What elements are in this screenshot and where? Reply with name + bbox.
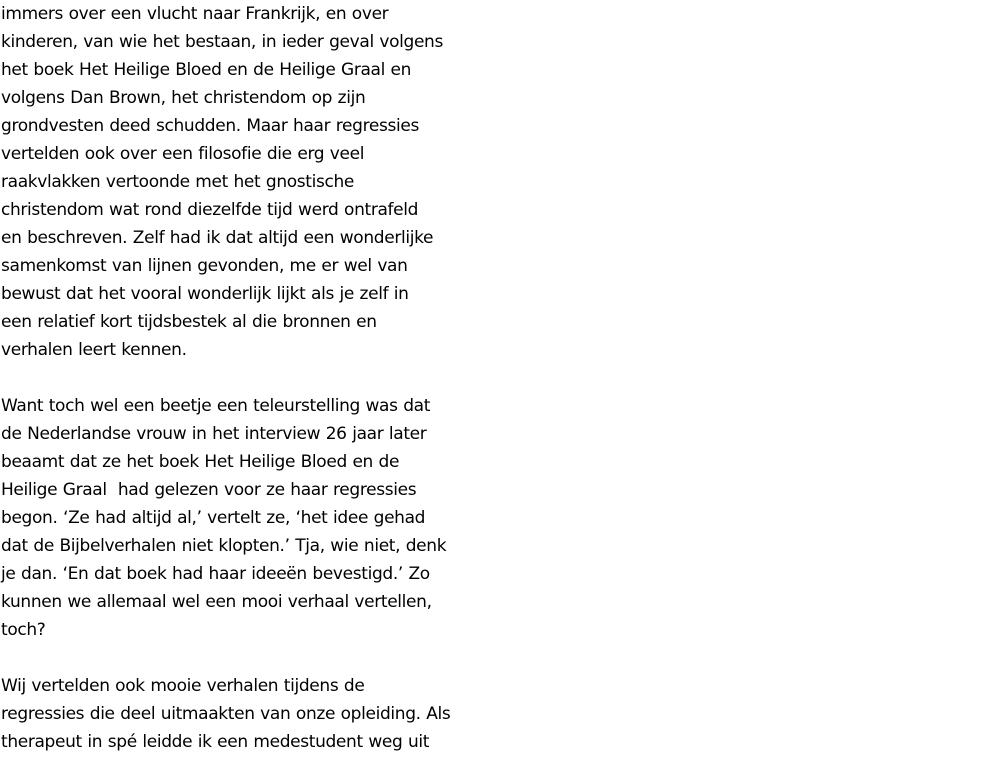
text-line: verhalen leert kennen.: [1, 340, 187, 360]
text-line: kunnen we allemaal wel een mooi verhaal vertellen,: [1, 592, 432, 612]
text-line: en beschreven. Zelf had ik dat altijd een wonderlijke: [1, 228, 434, 248]
text-line: volgens Dan Brown, het christendom op zijn: [1, 88, 366, 108]
text-line: toch?: [1, 620, 46, 640]
paragraph-1: [1, 0, 501, 364]
text-line: Want toch wel een beetje een teleurstelling was dat: [1, 396, 431, 416]
paragraph-2: [1, 392, 501, 644]
text-line: Heilige Graal had gelezen voor ze haar regressies: [1, 480, 417, 500]
text-line: beaamt dat ze het boek Het Heilige Bloed en de: [1, 452, 400, 472]
text-line: de Nederlandse vrouw in het interview 26 jaar later: [1, 424, 427, 444]
text-line: het boek Het Heilige Bloed en de Heilige Graal en: [1, 60, 412, 80]
text-line: regressies die deel uitmaakten van onze opleiding. Als: [1, 704, 451, 724]
text-line: raakvlakken vertoonde met het gnostische: [1, 172, 355, 192]
text-line: vertelden ook over een filosofie die erg veel: [1, 144, 365, 164]
text-line: een relatief kort tijdsbestek al die bronnen en: [1, 312, 377, 332]
text-line: immers over een vlucht naar Frankrijk, en over: [1, 4, 389, 24]
text-line: christendom wat rond diezelfde tijd werd ontrafeld: [1, 200, 419, 220]
body-text: [1, 0, 501, 784]
text-line: dat de Bijbelverhalen niet klopten.’ Tja, wie niet, denk: [1, 536, 447, 556]
text-line: kinderen, van wie het bestaan, in ieder geval volgens: [1, 32, 443, 52]
text-line: Wij vertelden ook mooie verhalen tijdens de: [1, 676, 365, 696]
text-line: begon. ‘Ze had altijd al,’ vertelt ze, ‘het idee gehad: [1, 508, 426, 528]
text-line: grondvesten deed schudden. Maar haar regressies: [1, 116, 419, 136]
text-line: bewust dat het vooral wonderlijk lijkt als je zelf in: [1, 284, 409, 304]
text-line: therapeut in spé leidde ik een medestudent weg uit: [1, 732, 430, 752]
paragraph-3: [1, 672, 501, 756]
text-line: samenkomst van lijnen gevonden, me er wel van: [1, 256, 408, 276]
text-line: je dan. ‘En dat boek had haar ideeën bevestigd.’ Zo: [1, 564, 430, 584]
